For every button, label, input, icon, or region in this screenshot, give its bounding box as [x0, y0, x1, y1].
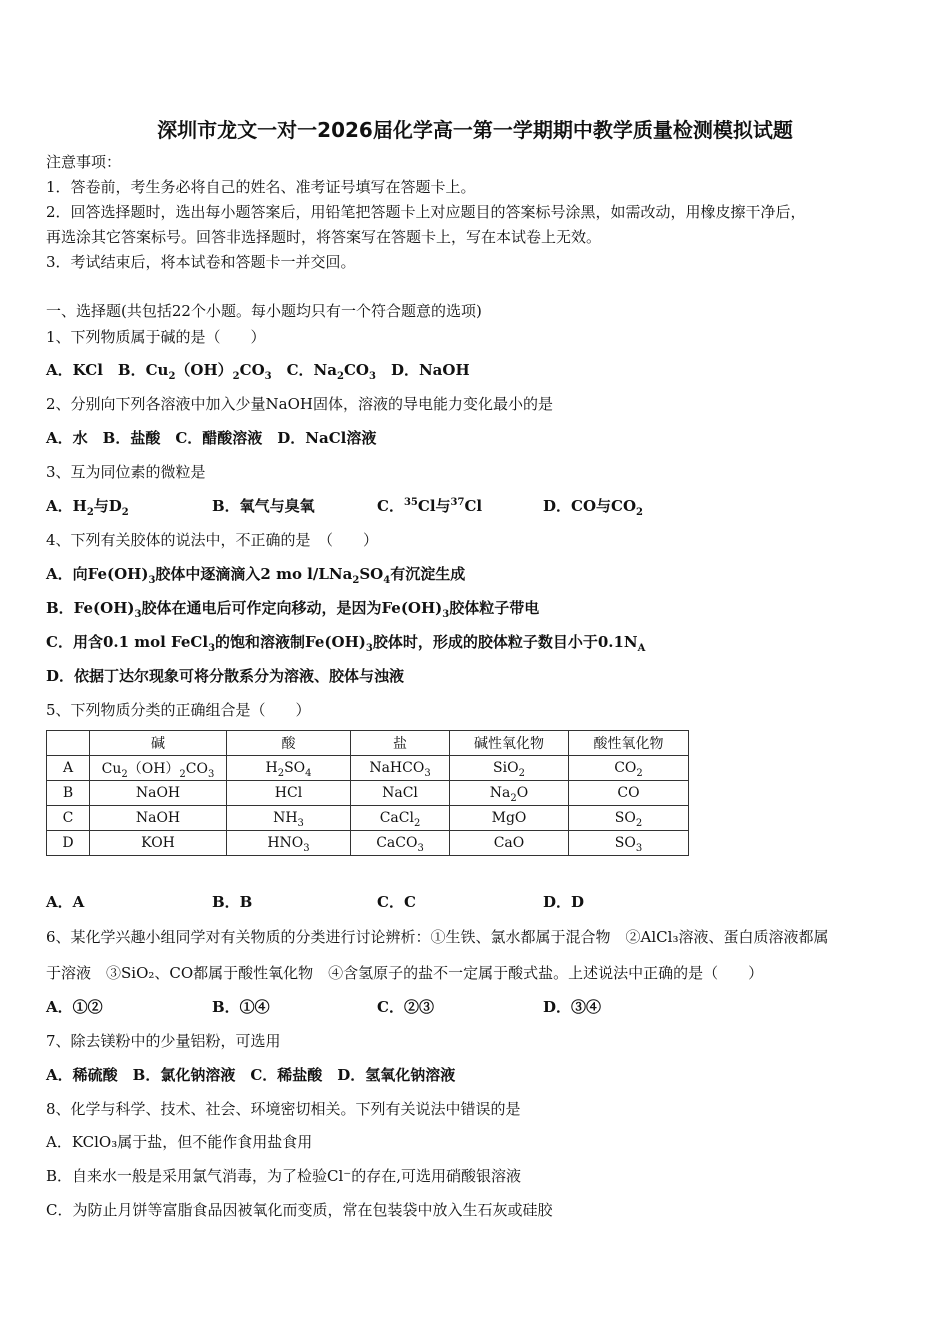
- table-cell: D: [47, 831, 90, 856]
- notice-heading: 注意事项：: [46, 153, 122, 171]
- q7-options: A．稀硫酸 B．氯化钠溶液 C．稀盐酸 D．氢氧化钠溶液: [46, 1066, 456, 1084]
- table-row: [47, 756, 689, 781]
- section-heading: 一、选择题(共包括22个小题。每小题均只有一个符合题意的选项): [46, 302, 482, 320]
- q5-option-b: B．B: [212, 893, 253, 911]
- q6-stem: 6、某化学兴趣小组同学对有关物质的分类进行讨论辨析：①生铁、氯水都属于混合物 ②AlCl₃溶液、蛋白质溶液都属: [46, 928, 829, 946]
- table-cell: CaCO$_3$: [351, 831, 450, 856]
- q6-option-d: D．③④: [543, 998, 602, 1016]
- q5-option-d: D．D: [543, 893, 585, 911]
- q6-option-c: C．②③: [377, 998, 434, 1016]
- table-header-row: [47, 731, 689, 756]
- table-cell: NaOH: [90, 781, 227, 806]
- table-cell: CaCl$_2$: [351, 806, 450, 831]
- table-cell: $Cu_2(OH)_2CO_3$: [90, 756, 227, 781]
- table-cell: SiO$_2$: [450, 756, 569, 781]
- table-row: [47, 831, 689, 856]
- q3-option-d: D．CO与$CO_2$: [543, 497, 643, 518]
- table-cell: NaHCO$_3$: [351, 756, 450, 781]
- notice-item: 再选涂其它答案标号。回答非选择题时，将答案写在答题卡上，写在本试卷上无效。: [46, 228, 602, 246]
- notice-item: 2．回答选择题时，选出每小题答案后，用铅笔把答题卡上对应题目的答案标号涂黑，如需改动，用橡皮擦干净后，: [46, 203, 806, 221]
- table-header: 酸性氧化物: [569, 731, 689, 756]
- table-cell: $HNO_3$: [227, 831, 351, 856]
- q8-stem: 8、化学与科学、技术、社会、环境密切相关。下列有关说法中错误的是: [46, 1100, 521, 1118]
- q7-stem: 7、除去镁粉中的少量铝粉，可选用: [46, 1032, 281, 1050]
- table-cell: CO: [569, 781, 689, 806]
- q1-options: A．KCl B．$Cu_2(OH)_2CO_3$ C．$Na_2CO_3$ D．NaOH: [46, 361, 470, 382]
- table-cell: $H_2SO_4$: [227, 756, 351, 781]
- table-cell: $CO_2$: [569, 756, 689, 781]
- q2-options: A．水 B．盐酸 C．醋酸溶液 D．NaCl溶液: [46, 429, 377, 447]
- q4-option-d: D．依据丁达尔现象可将分散系分为溶液、胶体与浊液: [46, 667, 405, 685]
- q5-option-c: C．C: [377, 893, 416, 911]
- q6-option-a: A．①②: [46, 998, 103, 1016]
- table-header: 酸: [227, 731, 351, 756]
- q4-option-c: C．用含0.1 mol FeCl$_3$的饱和溶液制$Fe(OH)_3$胶体时，形成的胶体粒子数目小于$0.1N_A$: [46, 633, 646, 654]
- table-row: [47, 806, 689, 831]
- q8-option-c: C．为防止月饼等富脂食品因被氧化而变质，常在包装袋中放入生石灰或硅胶: [46, 1201, 553, 1219]
- q4-stem: 4、下列有关胶体的说法中，不正确的是 （ ）: [46, 531, 379, 549]
- table-cell: HCl: [227, 781, 351, 806]
- table-cell: NaCl: [351, 781, 450, 806]
- table-header: 盐: [351, 731, 450, 756]
- table-header: [47, 731, 90, 756]
- table-cell: KOH: [90, 831, 227, 856]
- table-cell: C: [47, 806, 90, 831]
- q4-option-b: B．$Fe(OH)_3$胶体在通电后可作定向移动，是因为$Fe(OH)_3$胶体粒子带电: [46, 599, 540, 620]
- q3-option-a: A．$H_2$与$D_2$: [46, 497, 129, 518]
- q2-stem: 2、分别向下列各溶液中加入少量NaOH固体，溶液的导电能力变化最小的是: [46, 395, 553, 413]
- q3-option-c: C．$^{35}$Cl与$^{37}$Cl: [377, 497, 483, 515]
- notice-item: 3．考试结束后，将本试卷和答题卡一并交回。: [46, 253, 356, 271]
- q1-stem: 1、下列物质属于碱的是（ ）: [46, 328, 266, 346]
- table-header: 碱性氧化物: [450, 731, 569, 756]
- q8-option-b: B．自来水一般是采用氯气消毒，为了检验Cl⁻的存在,可选用硝酸银溶液: [46, 1167, 521, 1185]
- table-header: 碱: [90, 731, 227, 756]
- classification-table: [46, 730, 689, 856]
- table-cell: B: [47, 781, 90, 806]
- q3-option-b: B．氧气与臭氧: [212, 497, 315, 515]
- table-cell: NaOH: [90, 806, 227, 831]
- table-cell: CaO: [450, 831, 569, 856]
- notice-item: 1．答卷前，考生务必将自己的姓名、准考证号填写在答题卡上。: [46, 178, 476, 196]
- table-cell: $Na_2O$: [450, 781, 569, 806]
- q8-option-a: A．KClO₃属于盐，但不能作食用盐食用: [46, 1133, 313, 1151]
- page-title: 深圳市龙文一对一2026届化学高一第一学期期中教学质量检测模拟试题: [157, 118, 793, 142]
- q6-stem-cont: 于溶液 ③SiO₂、CO都属于酸性氧化物 ④含氢原子的盐不一定属于酸式盐。上述说法中正确的是（ ）: [46, 964, 764, 982]
- q6-option-b: B．①④: [212, 998, 270, 1016]
- table-row: [47, 781, 689, 806]
- q5-stem: 5、下列物质分类的正确组合是（ ）: [46, 701, 311, 719]
- table-cell: $NH_3$: [227, 806, 351, 831]
- table-cell: $SO_3$: [569, 831, 689, 856]
- table-cell: MgO: [450, 806, 569, 831]
- q3-stem: 3、互为同位素的微粒是: [46, 463, 206, 481]
- table-cell: A: [47, 756, 90, 781]
- table-cell: $SO_2$: [569, 806, 689, 831]
- q5-option-a: A．A: [46, 893, 85, 911]
- q4-option-a: A．向$Fe(OH)_3$胶体中逐滴滴入2 mo $l/LNa_2SO_4$有沉淀生成: [46, 565, 466, 586]
